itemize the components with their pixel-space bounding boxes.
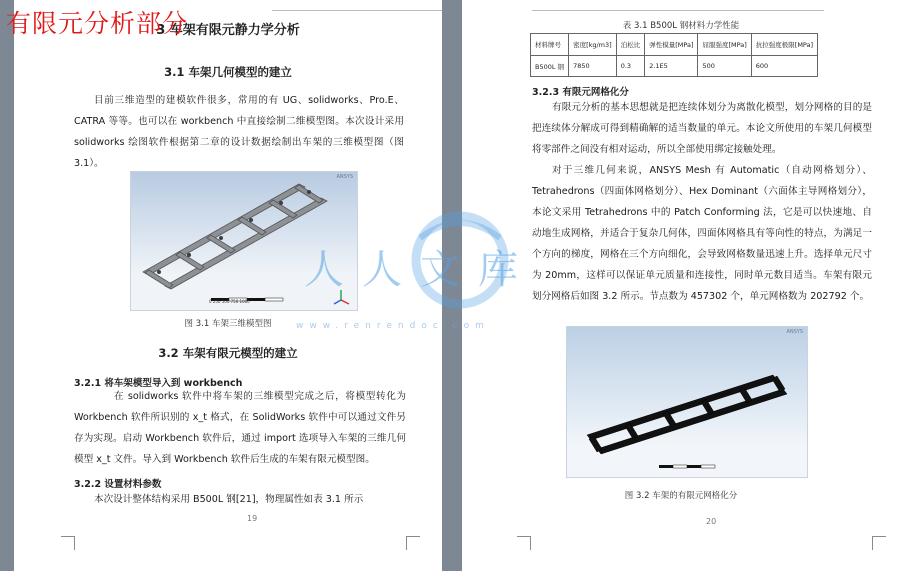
subsection-title-3-2-3: [532, 84, 629, 98]
subsection-text: 有限元网格化分: [562, 87, 629, 98]
table-header-cell: 弹性模量[MPa]: [645, 34, 698, 56]
subsection-number: 3.2.1: [74, 378, 102, 389]
table-cell: 2.1E5: [645, 56, 698, 77]
scale-bar-labels: 0 250 500 750 1000: [209, 299, 250, 304]
table-header-cell: 密度[kg/m3]: [569, 34, 617, 56]
table-header-cell: 材料牌号: [531, 34, 569, 56]
fe-mesh-drawing: [567, 327, 808, 478]
subsection-number: 3.2.2: [74, 479, 102, 490]
crop-mark: [406, 536, 420, 550]
table-cell: 0.3: [616, 56, 645, 77]
body-paragraph: 在 solidworks 软件中将车架的三维模型完成之后，将模型转化为 Workbench 软件所识别的 x_t 格式，在 SolidWorks 软件中可以通过文件另存为实现。启动 Workbench 软件后，通过 import 选项导入车架的三维几何模型 x_t 文件。导入到 Workbench 软件后生成的车架有限元模型图。: [74, 391, 406, 465]
table-cell: 7850: [569, 56, 617, 77]
page-number: 19: [247, 514, 258, 523]
subsection-text: 设置材料参数: [104, 479, 162, 490]
table-header-cell: 屈服强度[MPa]: [698, 34, 751, 56]
table-cell: 500: [698, 56, 751, 77]
logo-watermark-url: www.renrendoc.com: [296, 321, 490, 331]
header-rule: [532, 10, 824, 11]
subsection-number: 3.2.3: [532, 87, 560, 98]
table-header-row: [531, 34, 818, 56]
figure-caption-3-2: 图 3.2 车架的有限元网格化分: [624, 491, 738, 501]
body-paragraph: 对于三维几何来说，ANSYS Mesh 有 Automatic（自动网格划分）、Tetrahedrons（四面体网格划分）、Hex Dominant（六面体主导网格划分），本论文采用 Tetrahedrons 中的 Patch Conforming 法，它是可以快速地、自动地生成网格，并适合于复杂几何体，四面体网格具有等向性的特点，为满足一个方向的梯度，网格在三个方向细化，会导致网格数量迅速上升。选择单元尺寸为 20mm，这样可以保证单元质量和连接性，同时单元数目适当。车架有限元划分网格后如图 3.2 所示。节点数为 457302 个，单元网格数为 202792 个。: [532, 165, 872, 302]
crop-mark: [61, 536, 75, 550]
body-paragraph: 有限元分析的基本思想就是把连续体划分为离散化模型，划分网格的目的是把连续体分解成可得到精确解的适当数量的单元。本论文所使用的车架几何模型将零部件之间没有相对运动，所以全部使用绑定接触处理。: [532, 102, 872, 155]
table-cell: B500L 钢: [531, 56, 569, 77]
fe-mesh-figure: [566, 326, 808, 478]
table-row: [531, 56, 818, 77]
ansys-logo-mark: ANSYS: [786, 329, 803, 335]
chapter-title: 3 车架有限元静力学分析: [156, 23, 300, 38]
watermark-title: 有限元分析部分: [6, 9, 189, 38]
table-caption-3-1: 表 3.1 B500L 钢材料力学性能: [622, 21, 740, 31]
body-paragraph: 本次设计整体结构采用 B500L 钢[21]，物理属性如表 3.1 所示: [94, 494, 364, 505]
subsection-title-3-2-2: [74, 476, 161, 490]
page-number: 20: [706, 517, 717, 526]
figure-caption-3-1: 图 3.1 车架三维模型图: [184, 319, 272, 329]
table-header-cell: 抗拉强度极限[MPa]: [751, 34, 817, 56]
logo-watermark-text: 人人文库: [304, 247, 536, 293]
section-title-3-2: 3.2 车架有限元模型的建立: [158, 346, 298, 360]
subsection-text: 将车架模型导入到 workbench: [104, 378, 243, 389]
table-header-cell: 泊松比: [616, 34, 645, 56]
crop-mark: [517, 536, 531, 550]
body-paragraph: 目前三维造型的建模软件很多，常用的有 UG、solidworks、Pro.E、CATRA 等等。也可以在 workbench 中直接绘制二维模型图。本次设计采用 solidworks 绘图软件根据第二章的设计数据绘制出车架的三维模型图（图 3.1）。: [74, 95, 404, 169]
table-cell: 600: [751, 56, 817, 77]
header-rule: [272, 10, 442, 11]
section-title-3-1: 3.1 车架几何模型的建立: [164, 65, 292, 79]
crop-mark: [872, 536, 886, 550]
material-properties-table: [530, 33, 818, 77]
ansys-logo-mark: ANSYS: [336, 174, 353, 180]
